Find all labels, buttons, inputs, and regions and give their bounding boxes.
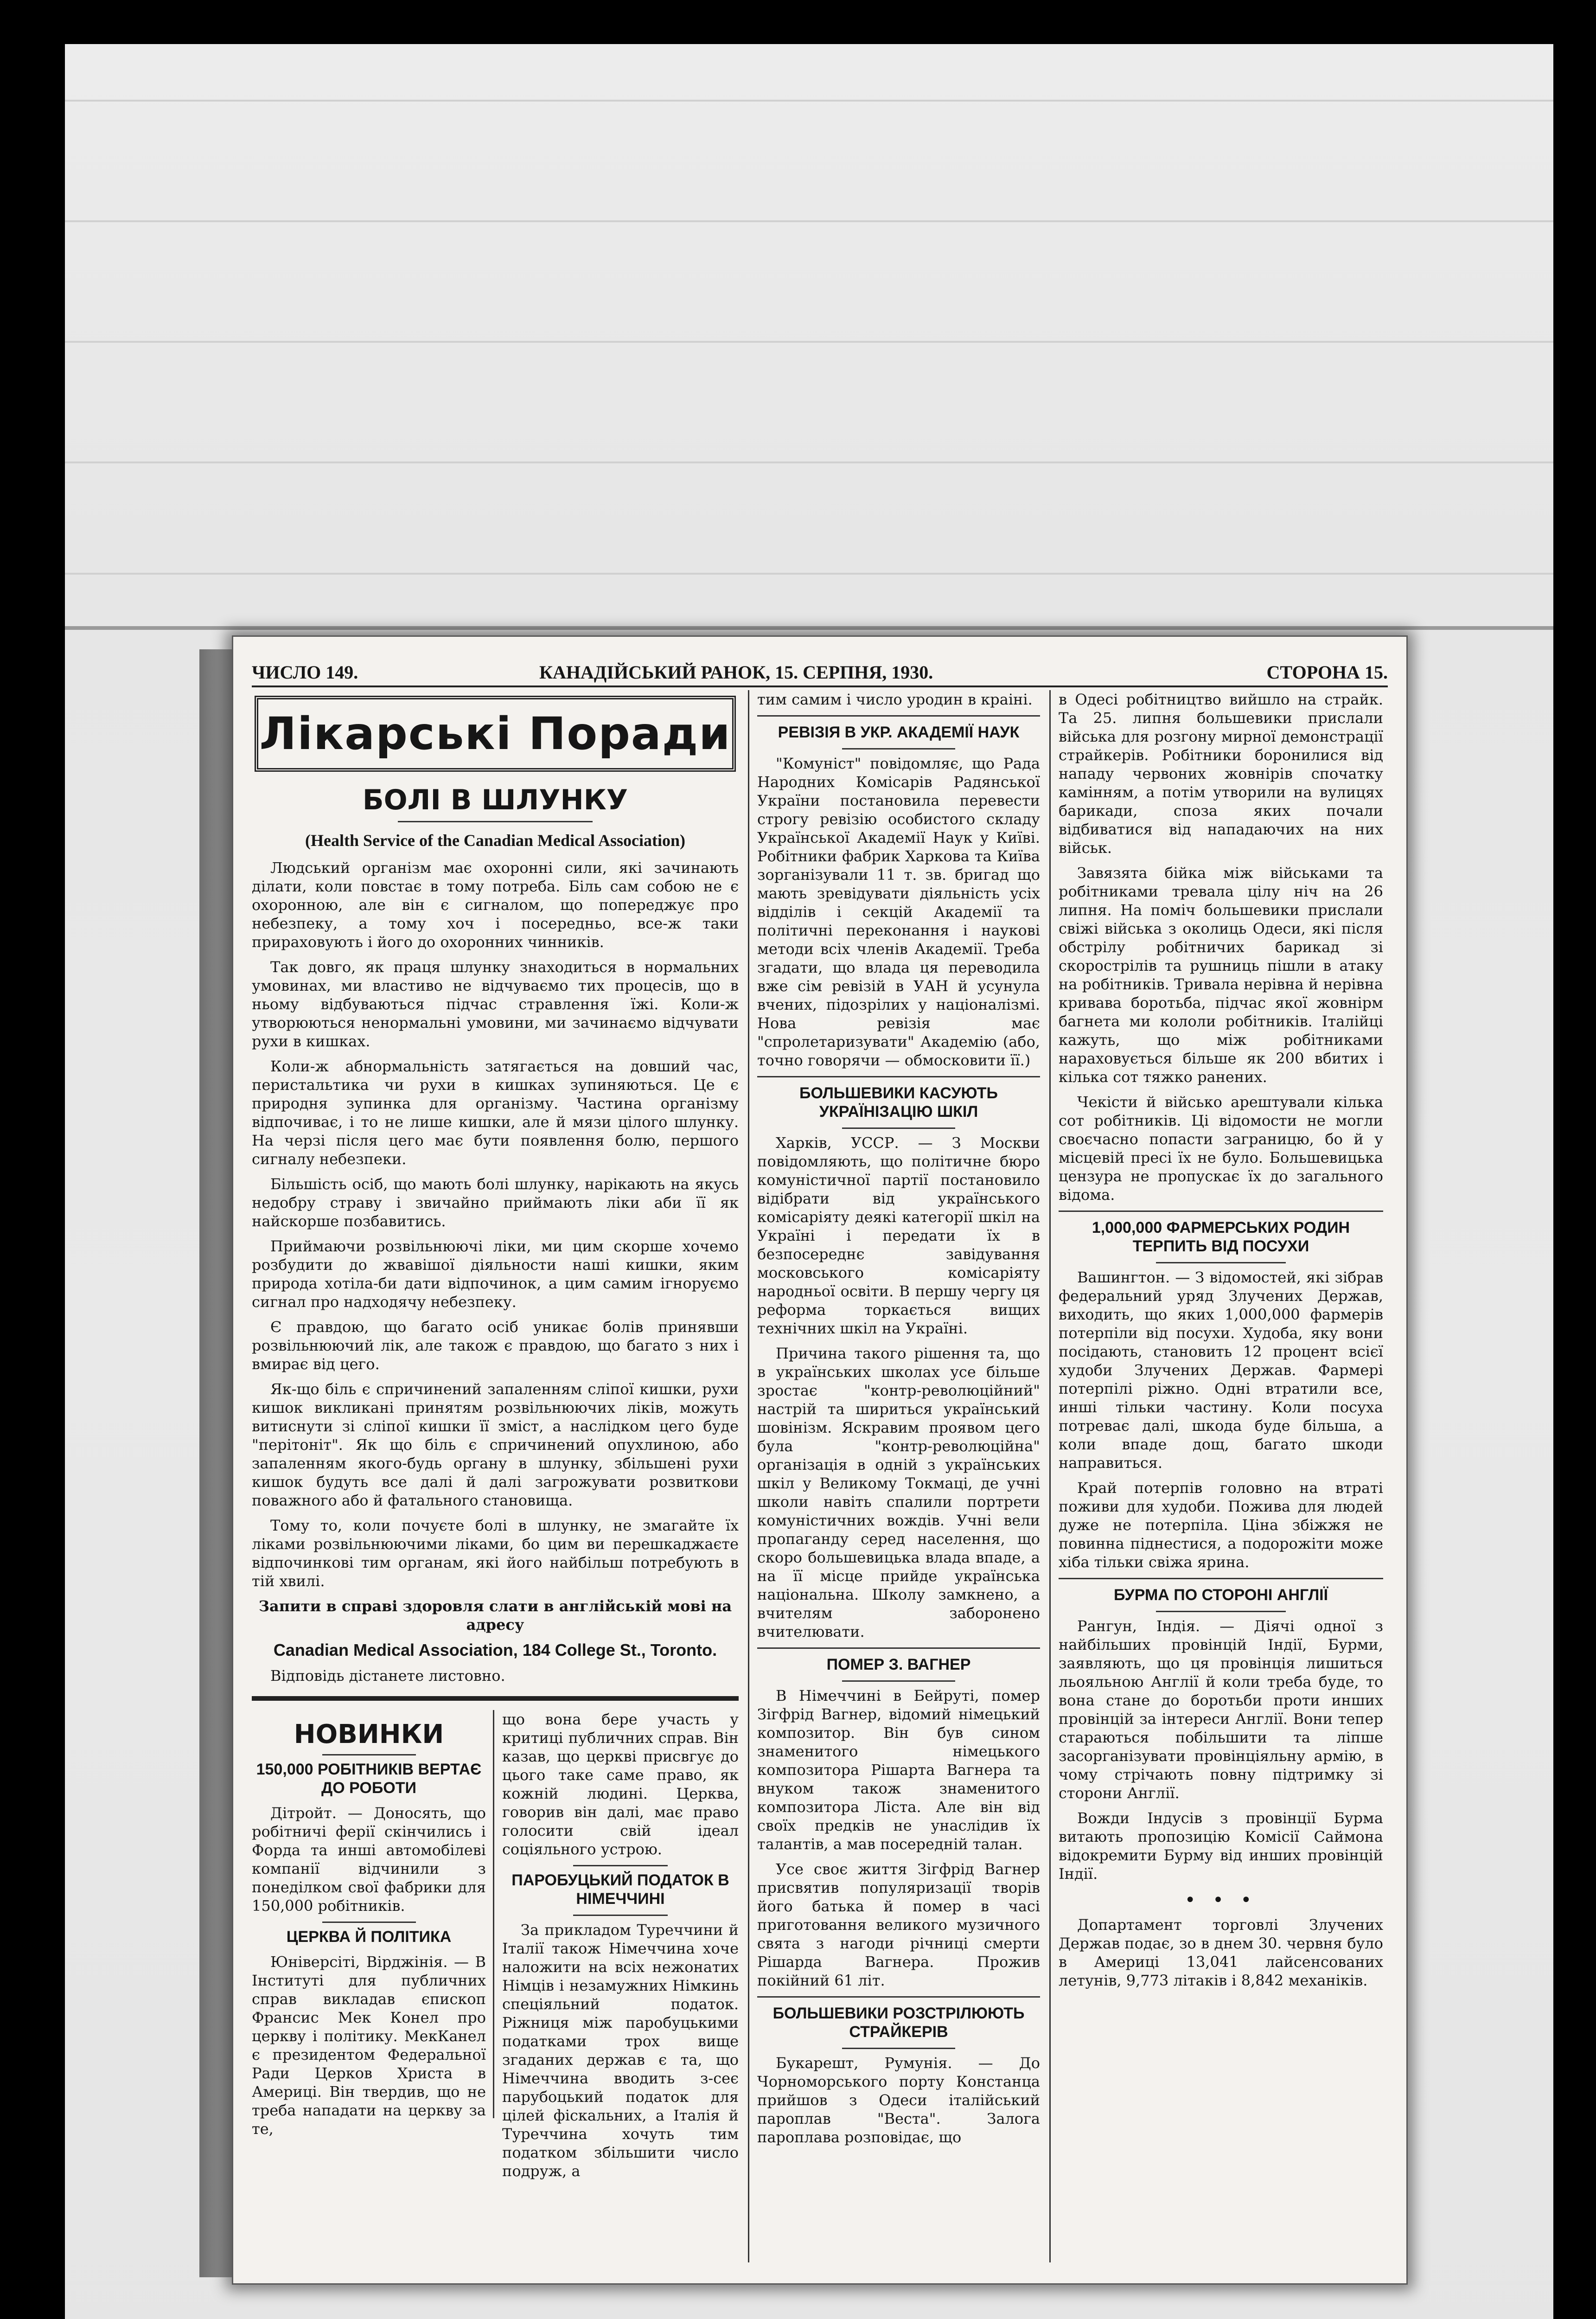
film-line: [65, 341, 1553, 343]
news-column-2: [502, 1710, 739, 2187]
section-masthead: Лікарські Поради: [255, 696, 736, 772]
article-title: БОЛЬШЕВИКИ РОЗСТРІЛЮЮТЬ СТРАЙКЕРІВ: [772, 2005, 1025, 2041]
left-section: [252, 690, 739, 2267]
paragraph: Вожди Індусів з провінції Бурма витають пропозицію Комісії Саймона відокремити Бурму від инших провінцій Індії.: [1059, 1809, 1383, 1883]
paragraph: Край потерпів головно на втраті поживи для худоби. Пожива для людей дуже не потерпіла. Ціна збіжжя не повинна піднестися, а подорожіти може хіба тільки свіжа ярина.: [1059, 1479, 1383, 1571]
divider: [322, 1754, 416, 1755]
page-number: СТОРОНА 15.: [1266, 662, 1388, 683]
paragraph: тим самим і число уродин в краіні.: [757, 691, 1033, 708]
article-subtitle: (Health Service of the Canadian Medical Association): [305, 831, 685, 850]
film-line: [65, 220, 1553, 222]
paragraph: "Комуніст" повідомляє, що Рада Народних Комісарів Радянської України постановила перевести строгу ревізію особистого складу Української Академії Наук у Київі. Робітники фабрик Харкова та Київа зорганізували 11 т. зв. бригад що мають зревідувати діяльність усіх відділів і секцій Академії та політичні переконання і наукові методи всіх членів Академії. Треба згадати, що влада ця переводила вже сім ревізій в УАН й усунула вчених, підозрілих у націоналізмі. Нова ревізія має "спролетаризувати" Академію (або, точно говорячи — обмосковити її.): [757, 755, 1040, 1069]
newspaper-page: [232, 635, 1408, 2285]
divider: [757, 1996, 1040, 1998]
article-title: ПАРОБУЦЬКИЙ ПОДАТОК В НІМЕЧЧИНІ: [511, 1871, 729, 1908]
paragraph: Коли-ж абнормальність затягається на довший час, перистальтика чи рухи в кишках зупиняються. Це є природня зупинка для організму. Частина організму відпочиває, і то не лише кишки, але й мязи цілого шлунку. На черзі після цего має бути появлення болю, першого сигналу небезпеки.: [252, 1057, 739, 1168]
paragraph: Юніверсіті, Вірджінія. — В Інституті для публичних справ викладав єпископ Франсис Мек Конел про церкву і політику. МекКанел є президентом Федеральної Ради Церков Христа в Америці. Він твердив, що не треба нападати на церкву за те,: [252, 1953, 486, 2138]
issue-number: ЧИСЛО 149.: [252, 662, 358, 683]
section-rule: [252, 1696, 739, 1701]
paragraph: Дітройт. — Доносять, що робітничі ферії скінчились і Форда та инші автомобілеві компанії відчинили з понеділком свої фабрики для 150,000 робітників.: [252, 1804, 486, 1915]
paragraph: Тому то, коли почуєте болі в шлунку, не змагайте їх ліками розвільнюючими ліками, бо цим ви перешкаджаєте відпочинкові тим органам, які його найбільш потребують в тій хвилі.: [252, 1517, 739, 1590]
paragraph: Так довго, як праця шлунку знаходиться в нормальних умовинах, ми властиво не відчуваємо тих процесів, що в ньому відбуваються підчас стравлення їжі. Коли-ж утворюються ненормальні умовини, ми зачинаємо відчувати рухи в кишках.: [252, 958, 739, 1050]
paragraph: За прикладом Туреччини й Італії також Німеччина хоче наложити на всіх нежонатих Німців і незамужних Німкинь спеціяльний податок. Ріжниця між паробуцькими податками трох вище згаданих держав є та, що Німеччина вводить з-сеє парубоцький податок для цілей фіскальних, а Італія й Туреччина хочуть тим податком збільшити число подруж, а: [502, 1921, 739, 2180]
divider: [842, 1127, 955, 1129]
divider: [757, 715, 1040, 717]
divider: [842, 1680, 955, 1682]
article-title: ПОМЕР З. ВАГНЕР: [826, 1656, 971, 1673]
paragraph: Як-що біль є спричинений запаленням сліпої кишки, рухи кишок викликані принятям розвільнюючих ліків, можуть витиснути зі сліпої кишки її зміст, а наслідком цего буде "перітоніт". Як що біль є спричинений опухлиною, або запаленням якого-будь органу в шлунку, збільшені рухи кишок будуть все далі й далі загрожувати розвиткови поважного або й фатального становища.: [252, 1380, 739, 1509]
divider: [398, 821, 593, 822]
divider: [1059, 1578, 1383, 1579]
column-4: [1059, 690, 1383, 2267]
paragraph: що вона бере участь у критиці публичних справ. Він казав, що церкві присвгує до цього таке саме право, як кожній людині. Церква, говорив він далі, має право голосити свій ідеал соціяльного устрою.: [502, 1710, 739, 1858]
article-title: 1,000,000 ФАРМЕРСЬКИХ РОДИН ТЕРПИТЬ ВІД ПОСУХИ: [1092, 1219, 1350, 1255]
paragraph: В Німеччині в Бейруті, помер Зігфрід Вагнер, відомий німецький композитор. Він був сином знаменитого німецького композитора Рішарта Вагнера та внуком також знаменитого композитора Ліста. Але він від своїх предків не унаслідив їх талантів, а мав посередній талан.: [757, 1687, 1040, 1853]
paragraph: Рангун, Індія. — Діячі одної з найбільших провінцій Індії, Бурми, заявляють, що ця провінція лишиться льояльною Англії й коли треба буде, то вона стане до боротьби проти инших провінцій за інтереси Англії. Вони тепер стараються побільшити та ліпше засорганізувати провінціяльну армію, в чому стрічають повну підтримку зі сторони Англії.: [1059, 1617, 1383, 1802]
article-title: РЕВІЗІЯ В УКР. АКАДЕМІЇ НАУК: [778, 724, 1020, 741]
reply-note: Відповідь дістанете листовно.: [270, 1667, 505, 1685]
divider: [322, 1922, 416, 1923]
film-line: [65, 461, 1553, 463]
article-title: БУРМА ПО СТОРОНІ АНГЛІЇ: [1113, 1586, 1328, 1604]
contact-address: Canadian Medical Association, 184 College St., Toronto.: [273, 1640, 717, 1659]
film-line: [65, 573, 1553, 575]
paragraph: в Одесі робітництво вийшло на страйк. Та 25. липня большевики прислали війська для розгону мирної демонстрації страйкерів. Робітники боронилися від нападу червоних жовнірів спочатку камінням, а потім утворили на вулицях барикади, споза яких почали відбиватися від нападаючих на них військ.: [1059, 691, 1383, 857]
article-title: ЦЕРКВА Й ПОЛІТИКА: [286, 1928, 452, 1946]
paragraph: Харків, УССР. — З Москви повідомляють, що політичне бюро комуністичної партії постановило відібрати від українського комісаріяту деякі категорії шкіл на Україні і передати їх в безпосереднє завідування московського комісаріяту народньої освіти. В першу чергу ця реформа торкається вищих технічних шкіл на Україні.: [757, 1134, 1040, 1337]
column-3: [757, 690, 1040, 2267]
news-column-1: [252, 1710, 486, 2145]
column-rule: [748, 690, 749, 2262]
paragraph: Більшість осіб, що мають болі шлунку, нарікають на якусь недобру страву і звичайно приймають ліки аби її як найскорше позбавитись.: [252, 1175, 739, 1230]
paragraph: Причина такого рішення та, що в українських школах усе більше зростає "контр-революційний" настрій та шириться український шовінізм. Яскравим проявом цего була "контр-революційна" організація в одній з українських шкіл у Великому Токмаці, де учні школи навіть спалили портрети комуністичних вождів. Учні вели пропаганду серед населення, що скоро большевицька влада впаде, а на її місце прийде українська національна. Школу замкнено, а вчителям заборонено вчителювати.: [757, 1345, 1040, 1640]
divider: [842, 2048, 955, 2049]
paragraph: Вашингтон. — З відомостей, які зібрав федеральний уряд Злучених Держав, виходить, що яких 1,000,000 фармерів потерпіли від посухи. Худоба, яку вони посідають, становить 12 процент всієї худоби Злучених Держав. Фармері потерпілі ріжно. Одні втратили все, инші тільки частину. Коли посуха потреває далі, шкода буде більша, а коли впаде дощ, багато шкоди направиться.: [1059, 1268, 1383, 1472]
paragraph: Людський організм має охоронні сили, які зачинають ділати, коли повстає в тому потреба. Біль сам собою не є охоронною, але він є сигналом, що попереджує про небезпеку, а тому хоч і посередньо, все-ж таки прираховують і його до охоронних чинників.: [252, 859, 739, 951]
separator-dots: • • •: [1184, 1890, 1258, 1911]
divider: [1156, 1611, 1286, 1612]
contact-note: Запити в справі здоровля слати в англійській мові на адресу: [258, 1597, 732, 1634]
film-line: [65, 100, 1553, 102]
divider: [573, 1865, 668, 1866]
paragraph: Допартамент торговлі Злучених Держав подає, зо в днем 30. червня було в Америці 13,041 лайсенсованих летунів, 9,773 літаків і 8,842 механіків.: [1059, 1916, 1383, 1989]
divider: [573, 1915, 668, 1916]
divider: [1156, 1262, 1286, 1263]
paragraph: Завязята бійка між військами та робітниками тревала цілу ніч на 26 липня. На поміч большевики прислали свіжі війська з околиць Одеси, які після обстрілу робітничих барикад зі скорострілів та рушниць пішли в атаку на робітників. Тривала нерівна й нерівна кривава боротьба, підчас якої жовнірм багнета ми кололи робітників. Італійці кажуть, що між робітниками нараховується більше як 200 вбитих і кілька сот тяжко ранених.: [1059, 864, 1383, 1086]
divider: [757, 1076, 1040, 1077]
paragraph: Усе своє життя Зігфрід Вагнер присвятив популяризації творів його батька й помер в часі приготовання великого музичного свята з нагоди річниці смерти Рішарда Вагнера. Прожив покійний 61 літ.: [757, 1860, 1040, 1989]
article-title: БОЛЬШЕВИКИ КАСУЮТЬ УКРАЇНІЗАЦІЮ ШКІЛ: [799, 1084, 998, 1121]
film-line: [65, 626, 1553, 630]
divider: [842, 748, 955, 750]
article-title: 150,000 РОБІТНИКІВ ВЕРТАЄ ДО РОБОТИ: [256, 1761, 482, 1797]
column-rule: [493, 1710, 494, 2118]
column-rule: [1049, 690, 1051, 2262]
article-title: БОЛІ В ШЛУНКУ: [362, 784, 628, 816]
paragraph: Букарешт, Румунія. — До Чорноморського порту Констанца прийшов з Одеси італійський пароплав "Веста". Залога пароплава розповідає, що: [757, 2054, 1040, 2146]
news-heading: НОВИНКИ: [294, 1719, 444, 1749]
news-block: [252, 1710, 739, 2180]
paper-name-date: КАНАДІЙСЬКИЙ РАНОК, 15. СЕРПНЯ, 1930.: [539, 662, 933, 683]
paragraph: Чекісти й військо арештували кілька сот робітників. Ці відомости не могли своєчасно попасти заграницю, бо й у місцевій пресі їх не було. Большевицька цензура не пропускає їх до загального відома.: [1059, 1093, 1383, 1204]
divider: [757, 1647, 1040, 1649]
paragraph: Приймаючи розвільнюючі ліки, ми цим скорше хочемо розбудити до жвавішої діяльности наші кишки, яким природа хотіла-би дати відпочинок, а цим самим ігноруємо сигнал про надходячу небезпеку.: [252, 1237, 739, 1311]
divider: [1059, 1211, 1383, 1212]
running-header: [252, 658, 1388, 687]
paragraph: Є правдою, що багато осіб уникає болів принявши розвільнюючий лік, але також є правдою, що багато з них і вмирає від цего.: [252, 1318, 739, 1373]
